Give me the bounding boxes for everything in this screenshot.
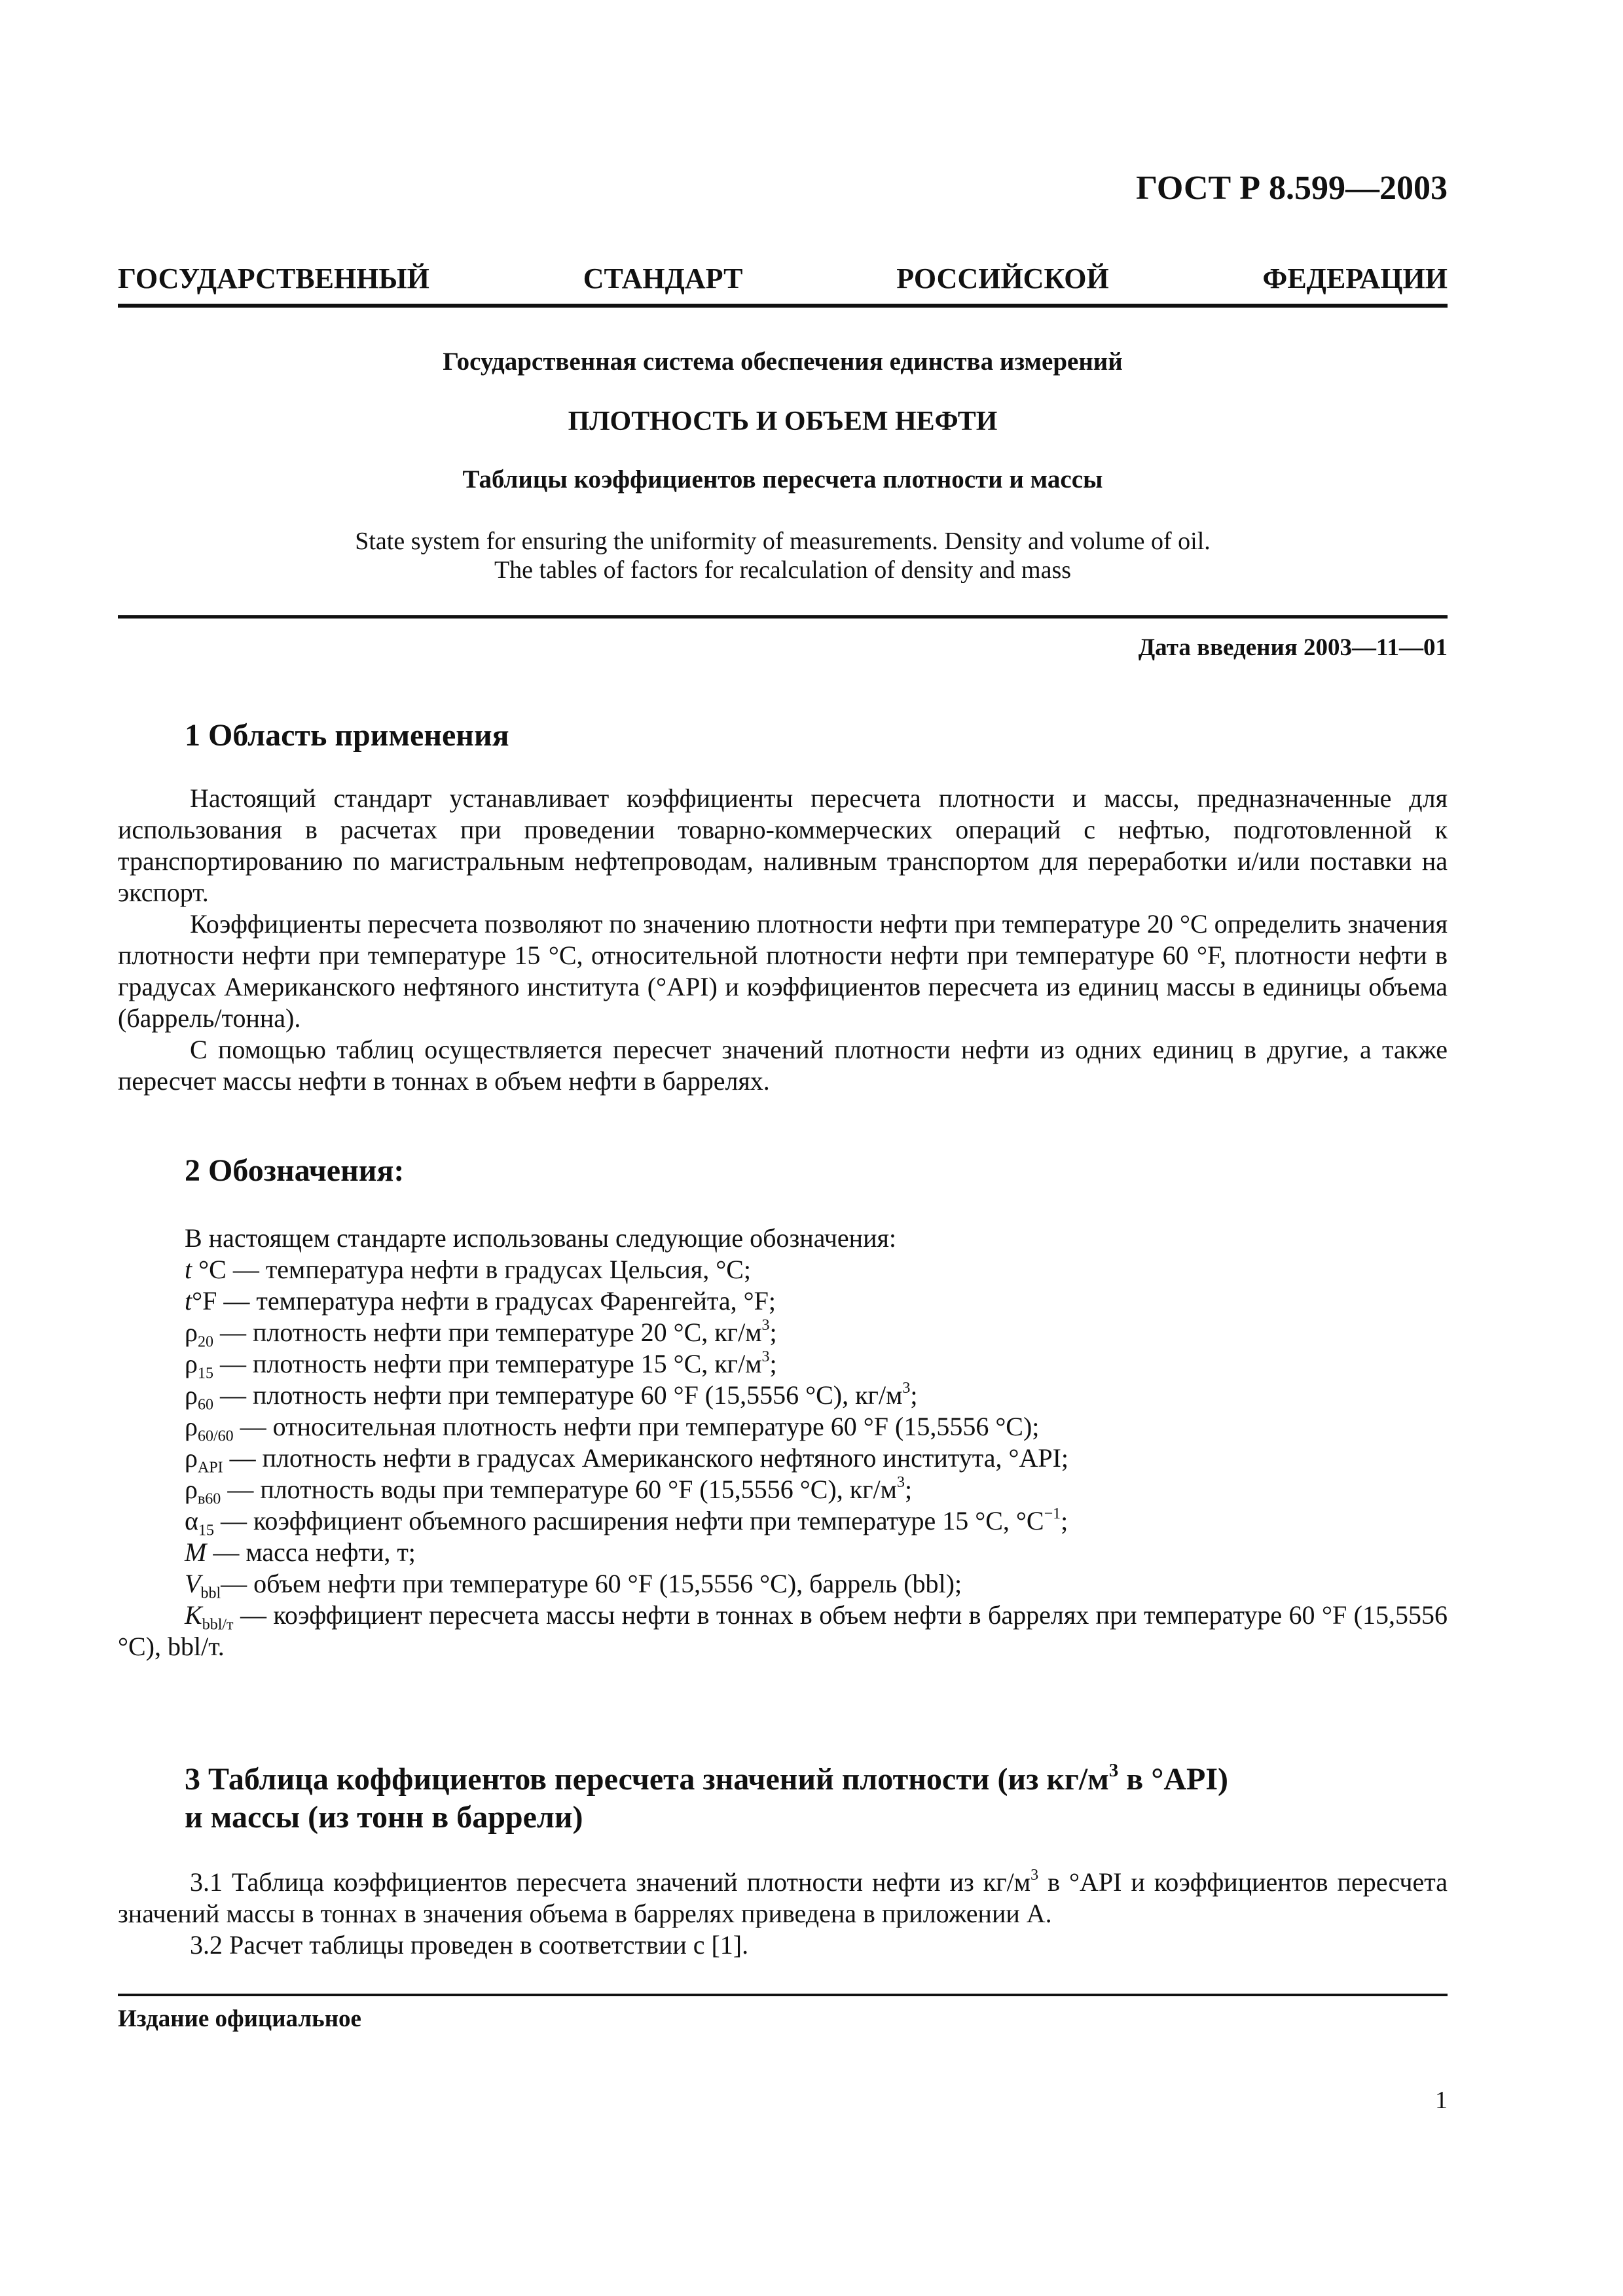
notation-item: t°F — температура нефти в градусах Фаренгейта, °F;: [185, 1286, 776, 1316]
notation-item: $\rho_{15}$ — плотность нефти при температуре 15 °C, $кг/м^3$;: [185, 1348, 777, 1382]
section-1-paragraph: С помощью таблиц осуществляется пересчет значений плотности нефти из одних единиц в другие, а также пересчет массы нефти в тоннах в объем нефти в баррелях.: [118, 1035, 1448, 1096]
section-3-paragraph: 3.1 Таблица коэффициентов пересчета значений плотности нефти из $кг/м^3$ в °API и коэффициентов пересчета значений массы в тоннах в значения объема в баррелях приведена в приложении А.: [118, 1867, 1448, 1928]
notation-item: $\rho_{в60}$ — плотность воды при температуре 60 °F (15,5556 °C), $кг/м^3$;: [185, 1474, 913, 1508]
state-standard-banner: ГОСУДАРСТВЕННЫЙ СТАНДАРТ РОССИЙСКОЙ ФЕДЕРАЦИИ: [118, 262, 1448, 295]
standard-code: ГОСТ Р 8.599—2003: [1136, 170, 1448, 207]
section-2-heading: 2 Обозначения:: [185, 1153, 405, 1188]
introduction-date: Дата введения 2003—11—01: [1138, 634, 1448, 661]
header-rule: [118, 304, 1448, 308]
section-1-body: [118, 783, 1448, 1097]
notation-item: $K_{bbl/т}$ — коэффициент пересчета массы нефти в тоннах в объем нефти в баррелях при температуре 60 °F (15,5556 °C), bbl/т.: [118, 1600, 1448, 1661]
section-3-paragraph: 3.2 Расчет таблицы проведен в соответствии с [1].: [190, 1930, 749, 1960]
official-edition-label: Издание официальное: [118, 2005, 361, 2032]
section-1-paragraph: Коэффициенты пересчета позволяют по значению плотности нефти при температуре 20 °C определить значения плотности нефти при температуре 15 °C, относительной плотности нефти при температуре 60 °F, плотности нефти в градусах Американского нефтяного института (°API) и коэффициентов пересчета из единиц массы в единицы объема (баррель/тонна).: [118, 909, 1448, 1033]
section-2-body: [118, 1223, 1448, 1662]
title-rule: [118, 615, 1448, 619]
notation-item: M — масса нефти, т;: [185, 1537, 416, 1567]
notation-item: $\rho_{20}$ — плотность нефти при температуре 20 °C, $кг/м^3$;: [185, 1317, 777, 1351]
notation-item: $\rho_{60/60}$ — относительная плотность нефти при температуре 60 °F (15,5556 °C);: [185, 1412, 1040, 1445]
notation-intro: В настоящем стандарте использованы следующие обозначения:: [185, 1223, 896, 1253]
english-title-line-1: State system for ensuring the uniformity of measurements. Density and volume of oil.: [355, 528, 1211, 555]
english-title-line-2: The tables of factors for recalculation of density and mass: [494, 556, 1072, 584]
footer-rule: [118, 1994, 1448, 1996]
page-number: 1: [1435, 2087, 1448, 2114]
notation-item: $\rho_{API}$ — плотность нефти в градусах Американского нефтяного института, °API;: [185, 1443, 1069, 1477]
notation-item: $\rho_{60}$ — плотность нефти при температуре 60 °F (15,5556 °C), $кг/м^3$;: [185, 1380, 918, 1414]
english-title: [118, 527, 1448, 584]
system-title: Государственная система обеспечения единства измерений: [443, 348, 1123, 376]
document-subtitle: Таблицы коэффициентов пересчета плотности и массы: [462, 465, 1103, 493]
section-3-heading: 3 Таблица коффициентов пересчета значений плотности (из $кг/м^3$ в °API) и массы (из тонн в баррели): [185, 1759, 1229, 1835]
section-1-heading: 1 Область применения: [185, 718, 509, 753]
notation-item: t °C — температура нефти в градусах Цельсия, °C;: [185, 1255, 751, 1284]
document-title: ПЛОТНОСТЬ И ОБЪЕМ НЕФТИ: [568, 406, 998, 437]
notation-item: $\alpha_{15}$ — коэффициент объемного расширения нефти при температуре 15 °C, $^\circ C^{-1}$;: [185, 1505, 1068, 1539]
notation-item: $V_{bbl}—$ объем нефти при температуре 60 °F (15,5556 °C), баррель (bbl);: [185, 1569, 962, 1602]
section-3-body: [118, 1867, 1448, 1961]
section-1-paragraph: Настоящий стандарт устанавливает коэффициенты пересчета плотности и массы, предназначенные для использования в расчетах при проведении товарно-коммерческих операций с нефтью, подготовленной к транспортированию по магистральным нефтепроводам, наливным транспортом для переработки и/или поставки на экспорт.: [118, 783, 1448, 907]
